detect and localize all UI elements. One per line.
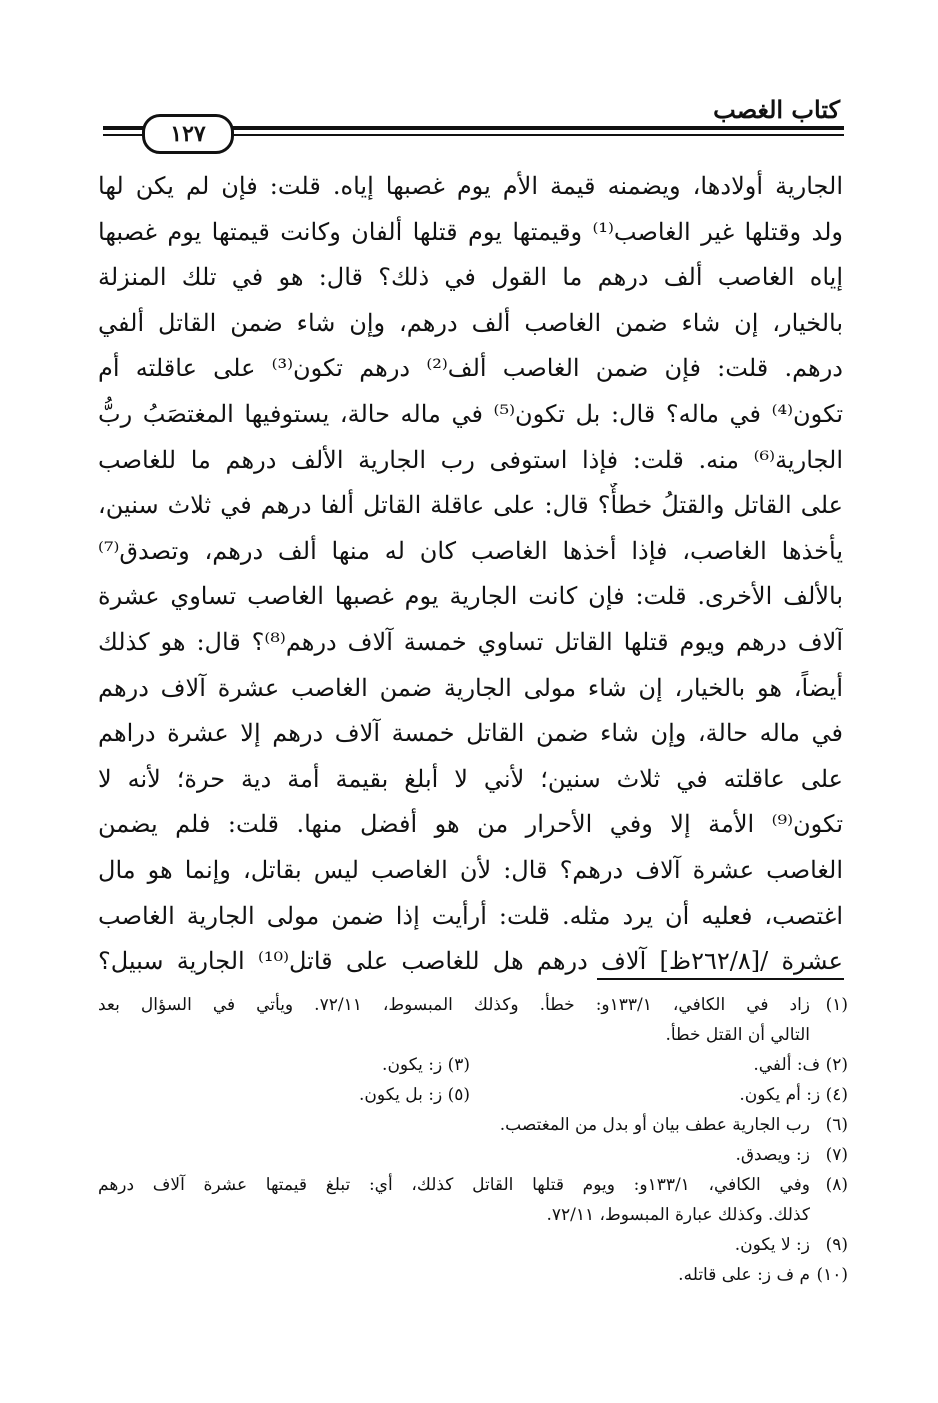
- body-line: على عاقلته في ثلاث سنين؛ لأني لا أبلغ بقيمة أمة دية حرة؛ لأنه لا: [98, 764, 843, 793]
- footnote-text: ز: ويصدق.: [735, 1145, 810, 1165]
- footnote-10: [98, 1260, 848, 1290]
- body-text: [98, 164, 843, 985]
- footnote-number: (١): [825, 995, 848, 1015]
- body-line: إياه الغاصب ألف درهم ما القول في ذلك؟ قال: هو في تلك المنزلة: [98, 263, 843, 292]
- footnote-1-continued: [98, 1020, 848, 1050]
- body-line: بالألف الأخرى. قلت: فإن كانت الجارية يوم غصبها الغاصب تساوي عشرة: [98, 582, 843, 611]
- running-title: كتاب الغصب: [713, 95, 840, 124]
- footnote-row-2-3: [98, 1050, 848, 1080]
- footnote-text: م ف ز: على قاتله.: [678, 1265, 810, 1285]
- footnote-9: [98, 1230, 848, 1260]
- footnote-6: [98, 1110, 848, 1140]
- footnote-5: (٥) ز: بل يكون.: [359, 1085, 470, 1105]
- body-line: اغتصب، فعليه أن يرد مثله. قلت: أرأيت إذا ضمن مولى الجارية الغاصب: [98, 901, 843, 930]
- footnote-8: [98, 1170, 848, 1200]
- footnote-text: كذلك. وكذلك عبارة المبسوط، ٧٢/١١.: [546, 1205, 810, 1225]
- footnote-1: [98, 990, 848, 1020]
- footnote-text: وفي الكافي، ١٣٣/١و: ويوم قتلها القاتل كذلك، أي: تبلغ قيمتها عشرة آلاف درهم: [98, 1175, 810, 1195]
- footnote-text: التالي أن القتل خطأ.: [665, 1025, 810, 1045]
- body-line: تكون⁽⁴⁾ في ماله؟ قال: بل تكون⁽⁵⁾ في ماله حالة، يستوفيها المغتصَبُ ربُّ: [98, 399, 843, 428]
- footnote-separator: [597, 978, 844, 980]
- body-line: يأخذها الغاصب، فإذا أخذها الغاصب كان له منها ألف درهم، وتصدق⁽⁷⁾: [98, 536, 843, 565]
- footnote-number: (١٠): [816, 1265, 848, 1285]
- body-line: تكون⁽⁹⁾ الأمة إلا وفي الأحرار من هو أفضل منها. قلت: فلم يضمن: [98, 810, 843, 839]
- body-line: الجارية⁽⁶⁾ منه. قلت: فإذا استوفى رب الجارية الألف درهم ما للغاصب: [98, 445, 843, 474]
- footnote-number: (٧): [825, 1145, 848, 1165]
- footnotes: [98, 990, 848, 1290]
- body-line: بالخيار، إن شاء ضمن الغاصب ألف درهم، وإن شاء ضمن القاتل ألفي: [98, 308, 843, 337]
- page-number: ١٢٧: [170, 121, 206, 147]
- footnote-number: (٦): [825, 1115, 848, 1135]
- body-line: على القاتل والقتلُ خطأٌ؟ قال: على عاقلة القاتل ألفا درهم في ثلاث سنين،: [98, 491, 843, 520]
- footnote-text: رب الجارية عطف بيان أو بدل من المغتصب.: [499, 1115, 810, 1135]
- body-line: آلاف درهم ويوم قتلها القاتل تساوي خمسة آلاف درهم⁽⁸⁾؟ قال: هو كذلك: [98, 627, 843, 656]
- footnote-row-4-5: [98, 1080, 848, 1110]
- body-line: ولد وقتلها غير الغاصب⁽¹⁾ وقيمتها يوم قتلها ألفان وكانت قيمتها يوم غصبها: [98, 217, 843, 246]
- footnote-8-continued: [98, 1200, 848, 1230]
- footnote-4: (٤) ز: أم يكون.: [739, 1085, 848, 1105]
- footnote-text: زاد في الكافي، ١٣٣/١و: خطأ. وكذلك المبسوط، ٧٢/١١. ويأتي في السؤال بعد: [98, 995, 810, 1015]
- body-line: في ماله حالة، وإن شاء ضمن القاتل خمسة آلاف درهم إلا عشرة دراهم: [98, 719, 843, 748]
- body-line: عشرة /[٢٦٢/٨ظ] آلاف درهم هل للغاصب على قاتل⁽¹⁰⁾ الجارية سبيل؟: [98, 947, 843, 976]
- footnote-7: [98, 1140, 848, 1170]
- body-line: درهم. قلت: فإن ضمن الغاصب ألف⁽²⁾ درهم تكون⁽³⁾ على عاقلته أم: [98, 354, 843, 383]
- footnote-3: (٣) ز: يكون.: [382, 1055, 470, 1075]
- body-line: الغاصب عشرة آلاف درهم؟ قال: لأن الغاصب ليس بقاتل، وإنما هو مال: [98, 855, 843, 884]
- footnote-number: (٨): [825, 1175, 848, 1195]
- page-number-badge: [142, 114, 234, 154]
- footnote-number: (٩): [825, 1235, 848, 1255]
- header-rule-right: [222, 126, 844, 136]
- footnote-2: (٢) ف: ألفي.: [753, 1055, 848, 1075]
- footnote-text: ز: لا يكون.: [734, 1235, 810, 1255]
- body-line: الجارية أولادها، ويضمنه قيمة الأم يوم غصبها إياه. قلت: فإن لم يكن لها: [98, 172, 843, 200]
- body-line: أيضاً، هو بالخيار، إن شاء مولى الجارية ضمن الغاصب عشرة آلاف درهم: [98, 673, 843, 702]
